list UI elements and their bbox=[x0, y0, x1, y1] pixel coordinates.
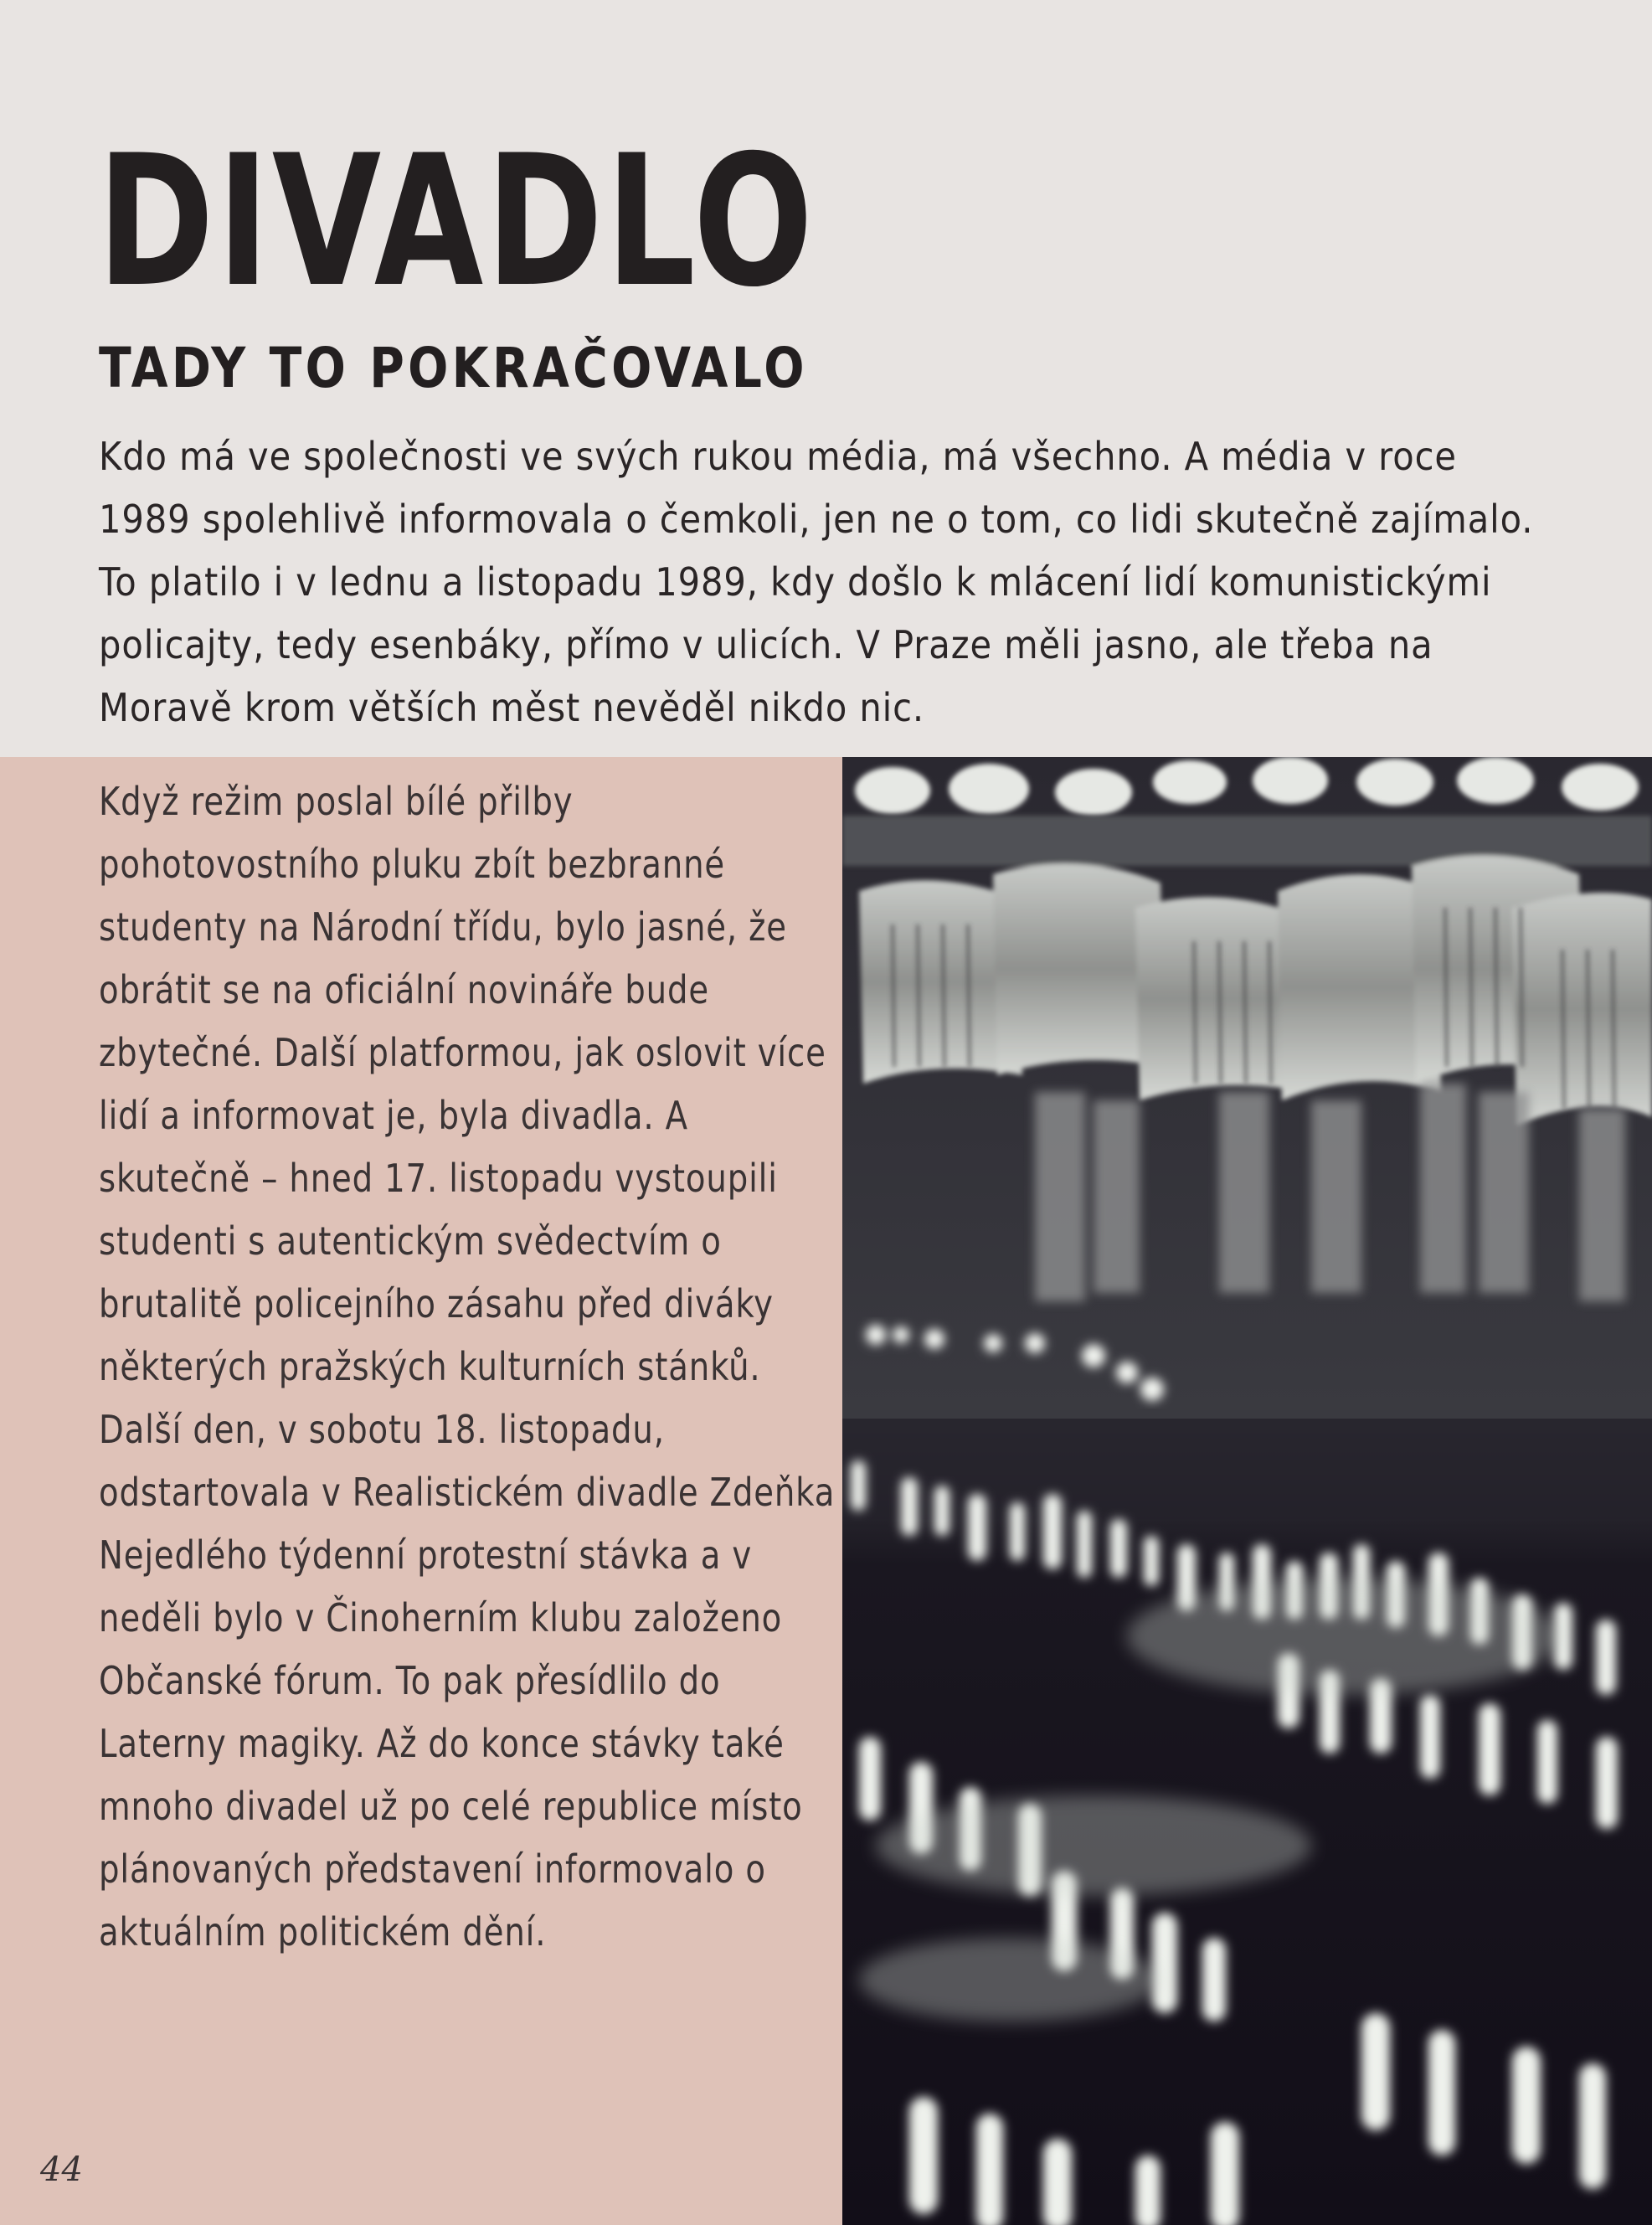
page-number: 44 bbox=[40, 2150, 83, 2189]
photo-riot-police-candles bbox=[842, 757, 1652, 2225]
photo-illustration bbox=[842, 757, 1652, 2225]
body-paragraph: Když režim poslal bílé přilby pohotovostního pluku zbít bezbranné studenty na Národní třídu, bylo jasné, že obrátit se na oficiální novináře bude zbytečné. Další platformou, jak oslovit více lidí a informovat je, byla divadla. A skutečně – hned 17. listopadu vystoupili studenti s autentickým svědectvím o brutalitě policejního zásahu před diváky některých pražských kulturních stánků. Další den, v sobotu 18. listopadu, odstartovala v Realistickém divadle Zdeňka Nejedlého týdenní protestní stávka a v neděli bylo v Činoherním klubu založeno Občanské fórum. To pak přesídlilo do Laterny magiky. Až do konce stávky také mnoho divadel už po celé republice místo plánovaných představení informovalo o aktuálním politickém dění. bbox=[99, 779, 836, 1955]
page-title: DIVADLO bbox=[97, 116, 816, 327]
page-subtitle: TADY TO POKRAČOVALO bbox=[99, 336, 808, 400]
intro-paragraph: Kdo má ve společnosti ve svých rukou média, má všechno. A média v roce 1989 spolehlivě informovala o čemkoli, jen ne o tom, co lidi skutečně zajímalo. To platilo i v lednu a listopadu 1989, kdy došlo k mlácení lidí komunistickými policajty, tedy esenbáky, přímo v ulicích. V Praze měli jasno, ale třeba na Moravě krom větších měst nevěděl nikdo nic. bbox=[99, 434, 1534, 730]
header-section bbox=[0, 0, 1652, 757]
